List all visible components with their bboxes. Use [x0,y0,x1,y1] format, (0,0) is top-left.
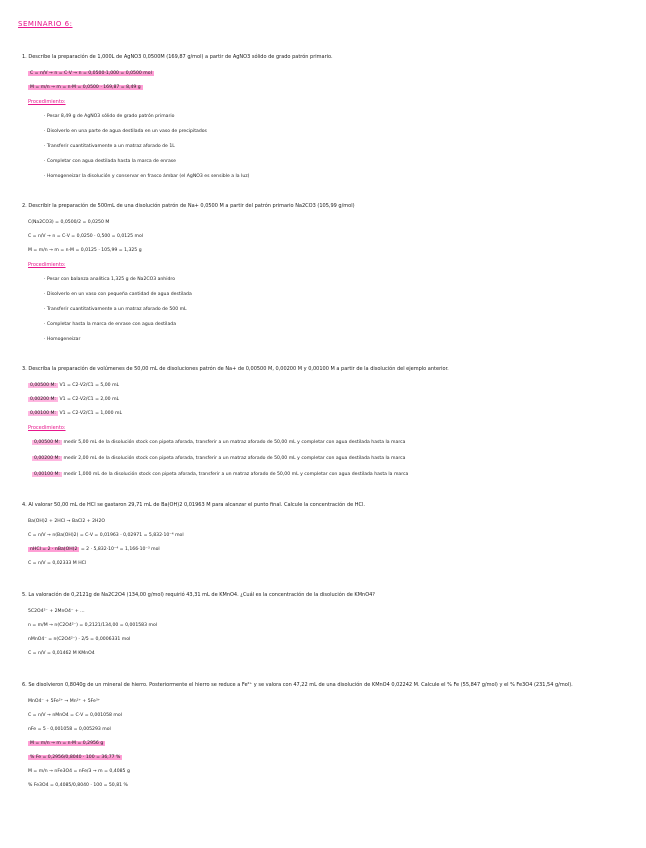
exercise-2-line-3: M = m/n → m = n·M = 0,0125 · 105,99 = 1,325 g [28,248,142,253]
exercise-1-step: · Pesar 8,49 g de AgNO3 sólido de grado patrón primario [44,114,175,119]
exercise-3 [22,366,622,488]
exercise-4-line-1: Ba(OH)2 + 2HCl → BaCl2 + 2H2O [28,519,106,524]
exercise-3-line-2: 0,00200 M: V1 = C2·V2/C1 = 2,00 mL [30,397,120,402]
exercise-5-line-1: 5C2O4²⁻ + 2MnO4⁻ + ... [28,609,85,614]
exercise-3-step: 0,00100 M: medir 1,000 mL de la disolución stock con pipeta aforada, transferir a un matraz aforado de 50,00 mL y completar con agua destilada hasta la marca [34,472,409,477]
exercise-5-question: 5. La valoración de 0,2121g de Na2C2O4 (134,00 g/mol) requirió 43,31 mL de KMnO4. ¿Cuál es la concentración de la disolución de KMnO4? [22,592,375,598]
exercise-2-line-1: C(Na2CO3) = 0,0500/2 = 0,0250 M [28,220,110,225]
exercise-1-step: · Homogeneizar la disolución y conservar en frasco ámbar (el AgNO3 es sensible a la luz) [44,174,250,179]
exercise-5-line-4: C = n/V = 0,01462 M KMnO4 [28,651,95,656]
exercise-2-step: · Transferir cuantitativamente a un matraz aforado de 500 mL [44,307,187,312]
exercise-2-procedure-heading: Procedimiento: [28,262,66,268]
exercise-6-line: MnO4⁻ + 5Fe²⁺ → Mn²⁺ + 5Fe³⁺ [28,699,101,704]
exercise-3-line-3: 0,00100 M: V1 = C2·V2/C1 = 1,000 mL [30,411,123,416]
exercise-6-question: 6. Se disolvieron 0,8040g de un mineral de hierro. Posteriormente el hierro se reduce a Fe²⁺ y se valora con 47,22 mL de una disolución de KMnO4 0,02242 M. Calcule el % Fe (55,847 g/mol) y el % Fe3O4 (231,54 g/mol). [22,682,573,688]
page-title: SEMINARIO 6: [18,20,73,28]
exercise-2-step: · Pesar con balanza analítica 1,325 g de Na2CO3 anhidro [44,277,176,282]
exercise-4-question: 4. Al valorar 50,00 mL de HCl se gastaron 29,71 mL de Ba(OH)2 0,01963 M para alcanzar el punto final. Calcule la concentración de HCl. [22,502,366,508]
exercise-3-step: 0,00200 M: medir 2,00 mL de la disolución stock con pipeta aforada, transferir a un matraz aforado de 50,00 mL y completar con agua destilada hasta la marca [34,456,406,461]
exercise-1-step: · Completar con agua destilada hasta la marca de enrase [44,159,177,164]
exercise-2-step: · Completar hasta la marca de enrase con agua destilada [44,322,177,327]
exercise-6-line: M = m/n → m = n·M = 0,2956 g [30,741,104,746]
exercise-5 [22,592,622,665]
exercise-3-line-1: 0,00500 M: V1 = C2·V2/C1 = 5,00 mL [30,383,120,388]
exercise-4 [22,502,622,575]
exercise-2-step: · Homogeneizar [44,337,81,342]
exercise-1-step: · Disolverlo en una parte de agua destilada en un vaso de precipitados [44,129,207,134]
exercise-2-line-2: C = n/V → n = C·V = 0,0250 · 0,500 = 0,0125 mol [28,234,144,239]
exercise-6-line: nFe = 5 · 0,001058 = 0,005293 mol [28,727,111,732]
exercise-1-step: · Transferir cuantitativamente a un matraz aforado de 1L [44,144,175,149]
exercise-6 [22,682,622,797]
exercise-5-line-2: n = m/M → n(C2O4²⁻) = 0,2121/134,00 = 0,001583 mol [28,623,158,628]
exercise-3-question: 3. Describa la preparación de volúmenes de 50,00 mL de disoluciones patrón de Na+ de 0,00500 M, 0,00200 M y 0,00100 M a partir de la disolución del ejemplo anterior. [22,366,449,372]
exercise-2 [22,203,622,352]
exercise-1-question: 1. Describe la preparación de 1,000L de AgNO3 0,0500M (169,87 g/mol) a partir de AgNO3 sólido de grado patrón primario. [22,54,333,60]
exercise-2-question: 2. Describir la preparación de 500mL de una disolución patrón de Na+ 0,0500 M a partir del patrón primario Na2CO3 (105,99 g/mol) [22,203,355,209]
exercise-6-line: % Fe3O4 = 0,4085/0,8040 · 100 = 50,81 % [28,783,128,788]
exercise-4-line-2: C = n/V → n(Ba(OH)2) = C·V = 0,01963 · 0,02971 = 5,832·10⁻⁴ mol [28,533,184,538]
exercise-6-line: % Fe = 0,2956/0,8040 · 100 = 36,77 % [30,755,121,760]
exercise-3-procedure-heading: Procedimiento: [28,425,66,431]
exercise-3-step: 0,00500 M: medir 5,00 mL de la disolución stock con pipeta aforada, transferir a un matraz aforado de 50,00 mL y completar con agua destilada hasta la marca [34,440,406,445]
exercise-4-line-4: C = n/V = 0,02333 M HCl [28,561,87,566]
exercise-6-line: M = m/n → nFe3O4 = nFe/3 → m = 0,4085 g [28,769,130,774]
exercise-2-step: · Disolverlo en un vaso con pequeña cantidad de agua destilada [44,292,192,297]
exercise-5-line-3: nMnO4⁻ = n(C2O4²⁻) · 2/5 = 0,0006331 mol [28,637,131,642]
exercise-1-procedure-heading: Procedimiento: [28,99,66,105]
exercise-1-line-1: C = n/V → n = C·V → n = 0,0500·1,000 = 0,0500 mol [30,71,152,76]
exercise-1-line-2: M = m/n → m = n·M = 0,0500 · 169,87 = 8,49 g [30,85,141,90]
exercise-1 [22,54,622,189]
exercise-6-line: C = n/V → nMnO4 = C·V = 0,001058 mol [28,713,122,718]
exercise-4-line-3: nHCl = 2 · nBa(OH)2 = 2 · 5,832·10⁻⁴ = 1,166·10⁻³ mol [30,547,160,552]
